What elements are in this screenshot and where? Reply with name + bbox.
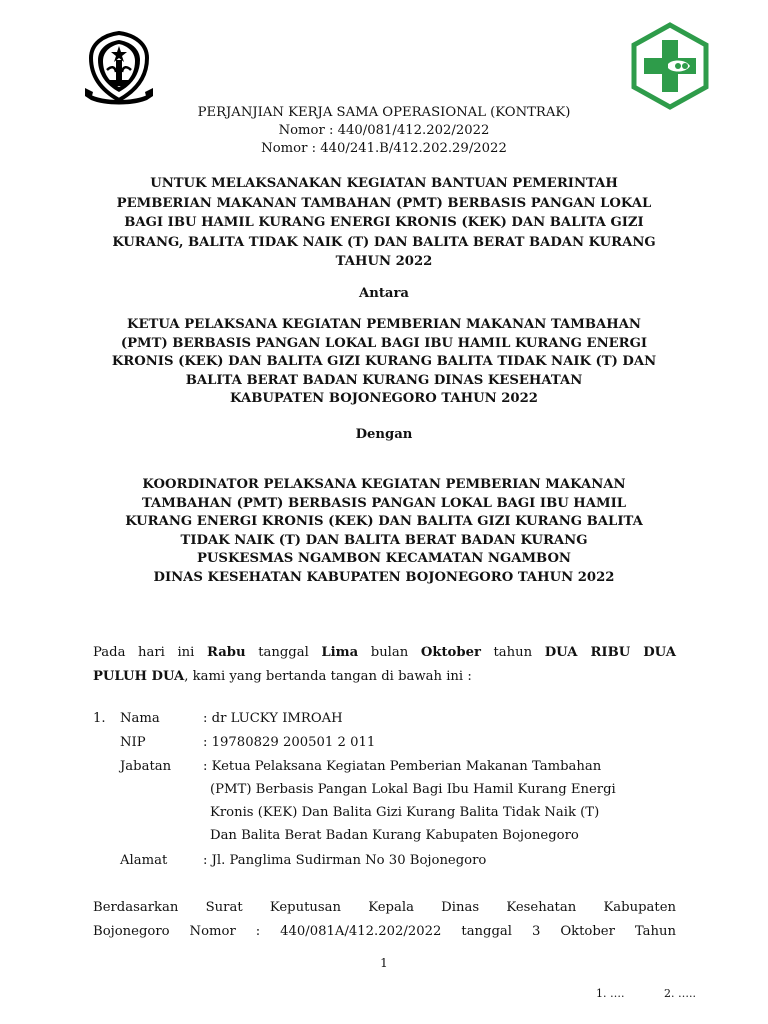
bojonegoro-emblem-logo: [83, 30, 155, 105]
contract-title: PERJANJIAN KERJA SAMA OPERASIONAL (KONTRAK): [197, 105, 571, 120]
opening-month: Oktober: [420, 645, 481, 660]
first-party-line: KETUA PELAKSANA KEGIATAN PEMBERIAN MAKANAN TAMBAHAN: [127, 317, 641, 332]
jabatan-value: Dan Balita Berat Badan Kurang Kabupaten Bojonegoro: [210, 828, 579, 843]
second-party-line: KOORDINATOR PELAKSANA KEGIATAN PEMBERIAN MAKANAN: [142, 477, 626, 492]
jabatan-value: Kronis (KEK) Dan Balita Gizi Kurang Balita Tidak Naik (T): [210, 805, 600, 820]
opening-line-1: [93, 641, 676, 665]
second-party-line: TIDAK NAIK (T) DAN BALITA BERAT BADAN KURANG: [180, 532, 588, 548]
purpose-heading: [80, 174, 688, 272]
antara-label: Antara: [359, 286, 409, 301]
kemenkes-logo: [628, 22, 712, 110]
purpose-line: TAHUN 2022: [335, 254, 433, 269]
second-party-line: PUSKESMAS NGAMBON KECAMATAN NGAMBON: [197, 551, 571, 567]
opening-day: Rabu: [206, 645, 246, 660]
basis-paragraph: [93, 896, 676, 943]
purpose-line: PEMBERIAN MAKANAN TAMBAHAN (PMT) BERBASIS PANGAN LOKAL: [116, 195, 652, 211]
list-number: 1.: [93, 711, 106, 726]
opening-year-cont: PULUH DUA: [93, 668, 185, 684]
opening-text: tanggal: [258, 645, 309, 660]
basis-line: Bojonegoro Nomor : 440/081A/412.202/2022 tanggal 3 Oktober Tahun: [93, 923, 676, 939]
opening-line-2: [93, 665, 676, 689]
second-party-heading: [80, 476, 688, 588]
dengan-label: Dengan: [355, 427, 413, 442]
second-party-line: TAMBAHAN (PMT) BERBASIS PANGAN LOKAL BAGI IBU HAMIL: [141, 495, 627, 511]
first-party-line: (PMT) BERBASIS PANGAN LOKAL BAGI IBU HAMIL KURANG ENERGI: [120, 335, 648, 351]
second-party-line: KURANG ENERGI KRONIS (KEK) DAN BALITA GIZI KURANG BALITA: [125, 514, 643, 530]
nip-value: : 19780829 200501 2 011: [203, 735, 376, 750]
first-party-heading: [80, 316, 688, 409]
opening-text: bulan: [370, 645, 409, 660]
opening-text: , kami yang bertanda tangan di bawah ini :: [184, 668, 472, 684]
opening-date: Lima: [321, 645, 359, 660]
dengan-label-block: [80, 426, 688, 444]
jabatan-label: Jabatan: [120, 759, 172, 774]
jabatan-value: (PMT) Berbasis Pangan Lokal Bagi Ibu Hamil Kurang Energi: [210, 782, 616, 797]
antara-label-block: [80, 285, 688, 303]
second-party-line: DINAS KESEHATAN KABUPATEN BOJONEGORO TAHUN 2022: [153, 569, 615, 585]
opening-text: Pada hari ini: [93, 645, 195, 660]
alamat-label: Alamat: [120, 853, 168, 868]
opening-text: tahun: [493, 645, 533, 660]
nip-label: NIP: [120, 735, 146, 750]
contract-number-2: Nomor : 440/241.B/412.202.29/2022: [261, 141, 507, 156]
basis-line: Berdasarkan Surat Keputusan Kepala Dinas Kesehatan Kabupaten: [93, 900, 676, 915]
first-party-line: KABUPATEN BOJONEGORO TAHUN 2022: [230, 391, 538, 406]
paraf-1: 1. ….: [596, 987, 625, 1000]
opening-year: DUA RIBU DUA: [544, 645, 676, 660]
jabatan-value: : Ketua Pelaksana Kegiatan Pemberian Makanan Tambahan: [203, 759, 602, 774]
nama-label: Nama: [120, 711, 160, 726]
contract-title-block: [80, 104, 688, 158]
page-number: 1: [380, 956, 388, 970]
first-party-line: KRONIS (KEK) DAN BALITA GIZI KURANG BALITA TIDAK NAIK (T) DAN: [111, 354, 657, 369]
purpose-line: BAGI IBU HAMIL KURANG ENERGI KRONIS (KEK) DAN BALITA GIZI: [124, 215, 644, 230]
alamat-value: : Jl. Panglima Sudirman No 30 Bojonegoro: [203, 853, 487, 868]
purpose-line: UNTUK MELAKSANAKAN KEGIATAN BANTUAN PEMERINTAH: [150, 176, 618, 191]
paraf-2: 2. …..: [664, 987, 696, 1000]
nama-value: : dr LUCKY IMROAH: [203, 711, 343, 726]
contract-number-1: Nomor : 440/081/412.202/2022: [278, 123, 490, 138]
first-party-line: BALITA BERAT BADAN KURANG DINAS KESEHATAN: [185, 372, 583, 388]
purpose-line: KURANG, BALITA TIDAK NAIK (T) DAN BALITA BERAT BADAN KURANG: [112, 234, 656, 250]
opening-paragraph: [93, 641, 676, 688]
